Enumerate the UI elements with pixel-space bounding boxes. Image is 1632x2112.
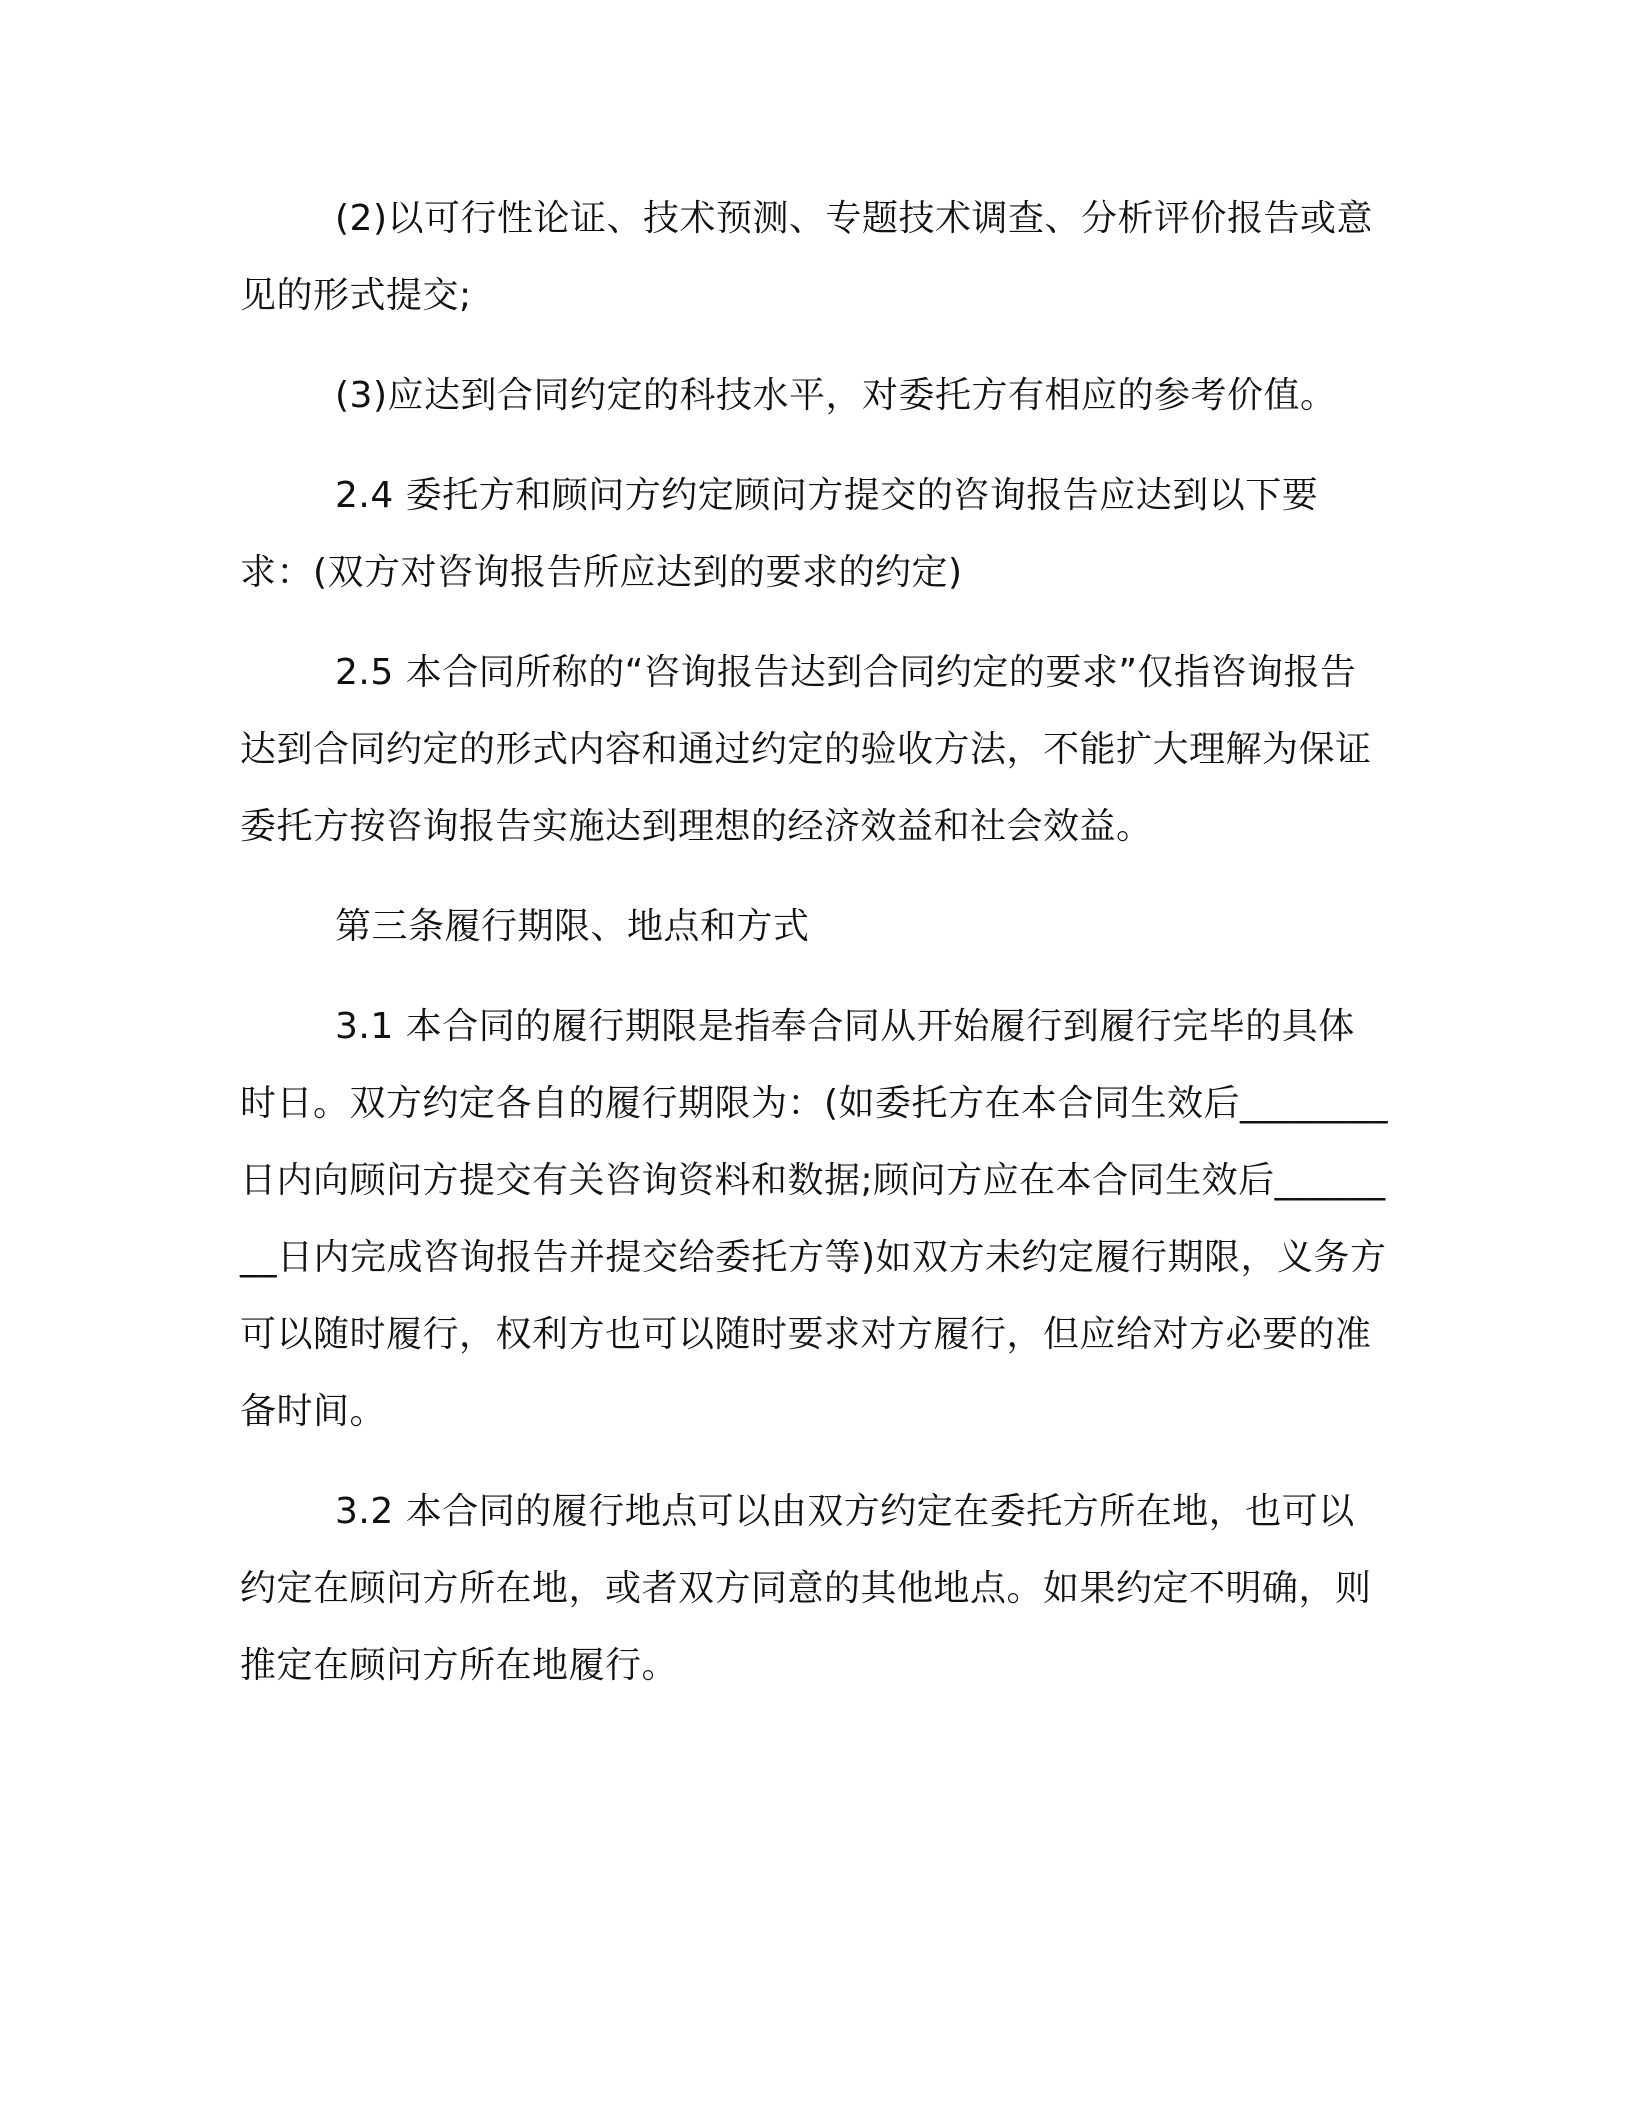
article-3-heading: 第三条履行期限、地点和方式	[335, 906, 810, 947]
paragraph-3-1: 3.1 本合同的履行期限是指奉合同从开始履行到履行完毕的具体时日。双方约定各自的履行期限为：(如委托方在本合同生效后________日内向顾问方提交有关咨询资料和数据;顾问方应在本合同生效后________日内完成咨询报告并提交给委托方等)如双方未约定履行期限，义务方可以随时履行，权利方也可以随时要求对方履行，但应给对方必要的准备时间。	[240, 1006, 1389, 1432]
document-page	[240, 180, 1390, 1727]
paragraph-2-5: 2.5 本合同所称的“咨询报告达到合同约定的要求”仅指咨询报告达到合同约定的形式内容和通过约定的验收方法，不能扩大理解为保证委托方按咨询报告实施达到理想的经济效益和社会效益。	[240, 652, 1372, 847]
paragraph-3-2: 3.2 本合同的履行地点可以由双方约定在委托方所在地，也可以约定在顾问方所在地，或者双方同意的其他地点。如果约定不明确，则推定在顾问方所在地履行。	[240, 1491, 1372, 1686]
paragraph-item-2: (2)以可行性论证、技术预测、专题技术调查、分析评价报告或意见的形式提交;	[240, 198, 1373, 316]
paragraph-2-4: 2.4 委托方和顾问方约定顾问方提交的咨询报告应达到以下要求：(双方对咨询报告所应达到的要求的约定)	[240, 475, 1319, 593]
paragraph-item-3: (3)应达到合同约定的科技水平，对委托方有相应的参考价值。	[335, 375, 1337, 416]
